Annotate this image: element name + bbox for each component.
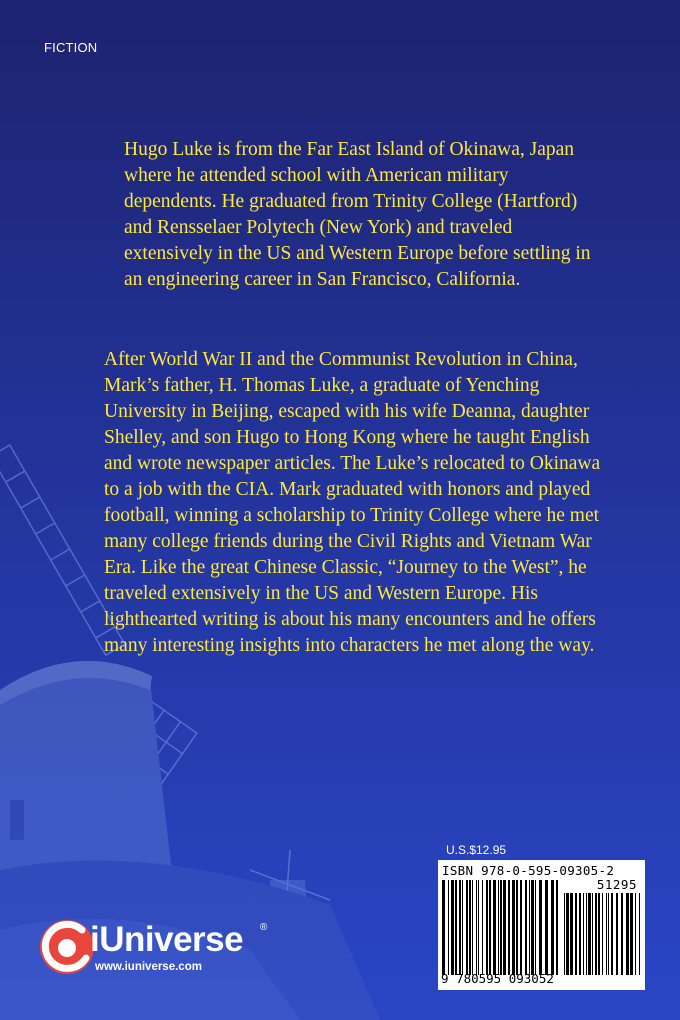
barcode-bar — [556, 880, 558, 975]
barcode-bar — [476, 880, 477, 975]
barcode-bar — [616, 893, 618, 975]
barcode-bar — [595, 893, 597, 975]
barcode-bar — [535, 880, 536, 975]
publisher-url: www.iuniverse.com — [95, 961, 202, 973]
barcode-bar — [489, 880, 491, 975]
barcode-bar — [606, 893, 607, 975]
barcode-bar — [486, 880, 488, 975]
barcode-bar — [520, 880, 522, 975]
barcode-bar — [579, 893, 581, 975]
barcode-price-code: 51295 — [596, 877, 637, 892]
barcode-bar — [545, 880, 548, 975]
author-bio-paragraph: Hugo Luke is from the Far East Island of Okinawa, Japan where he attended school with American military dependents. He graduated from Trinity College (Hartford) and Rensselaer Polytech (New York) and traveled extensively in the US and Western Europe before settling in an engineering career in San Francisco, California. — [124, 139, 591, 290]
barcode-bar — [478, 880, 479, 975]
barcode-bar — [503, 880, 506, 975]
price-label: U.S.$12.95 — [446, 843, 507, 857]
barcode-bar — [525, 880, 527, 975]
barcode-bar — [566, 893, 569, 975]
barcode-bar — [462, 880, 463, 975]
barcode — [438, 860, 645, 990]
barcode-bar — [639, 893, 640, 975]
barcode-bar — [466, 880, 468, 975]
barcode-bar — [442, 880, 445, 975]
barcode-bar — [626, 893, 629, 975]
barcode-bar — [516, 880, 518, 975]
barcode-bar — [448, 880, 449, 975]
barcode-bar — [539, 880, 542, 975]
barcode-bar — [608, 893, 609, 975]
ean-barcode-bars — [442, 880, 560, 975]
barcode-bar — [451, 880, 454, 975]
barcode-bar — [570, 893, 573, 975]
barcode-bar — [531, 880, 534, 975]
barcode-bar — [592, 893, 593, 975]
publisher-name: iUniverse — [90, 920, 244, 959]
registered-mark: ® — [260, 922, 268, 933]
barcode-bar — [611, 893, 613, 975]
barcode-bar — [564, 893, 565, 975]
ean-digits: 9 780595 093052 — [441, 971, 554, 986]
barcode-bar — [588, 893, 591, 975]
barcode-bar — [621, 893, 623, 975]
barcode-bar — [455, 880, 457, 975]
barcode-bar — [508, 880, 510, 975]
barcode-bar — [551, 880, 554, 975]
addon-barcode-bars — [564, 893, 640, 975]
barcode-bar — [598, 893, 600, 975]
publisher-logo — [38, 918, 278, 978]
barcode-bar — [586, 893, 587, 975]
barcode-bar — [602, 893, 603, 975]
isbn-label: ISBN 978-0-595-09305-2 — [442, 863, 615, 878]
barcode-bar — [500, 880, 502, 975]
book-description-paragraph: After World War II and the Communist Revolution in China, Mark’s father, H. Thomas Luke, a graduate of Yenching University in Beijing, escaped with his wife Deanna, daughter Shelley, and son Hugo to Hong Kong where he taught English and wrote newspaper articles. The Luke’s relocated to Okinawa to a job with the CIA. Mark graduated with honors and played football, winning a scholarship to Trinity College where he met many college friends during the Civil Rights and Vietnam War Era. Like the great Chinese Classic, “Journey to the West”, he traveled extensively in the US and Western Europe. His lighthearted writing is about his many encounters and he offers many interesting insights into characters he met along the way. — [104, 349, 601, 656]
barcode-bar — [493, 880, 496, 975]
barcode-bar — [529, 880, 530, 975]
barcode-bar — [630, 893, 633, 975]
category-label: FICTION — [44, 40, 98, 55]
barcode-bar — [482, 880, 483, 975]
barcode-bar — [459, 880, 461, 975]
iuniverse-swirl-icon — [38, 918, 96, 976]
barcode-bar — [469, 880, 471, 975]
barcode-bar — [583, 893, 584, 975]
barcode-bar — [472, 880, 473, 975]
barcode-bar — [635, 893, 636, 975]
barcode-bar — [575, 893, 577, 975]
barcode-bar — [512, 880, 515, 975]
barcode-bar — [498, 880, 499, 975]
